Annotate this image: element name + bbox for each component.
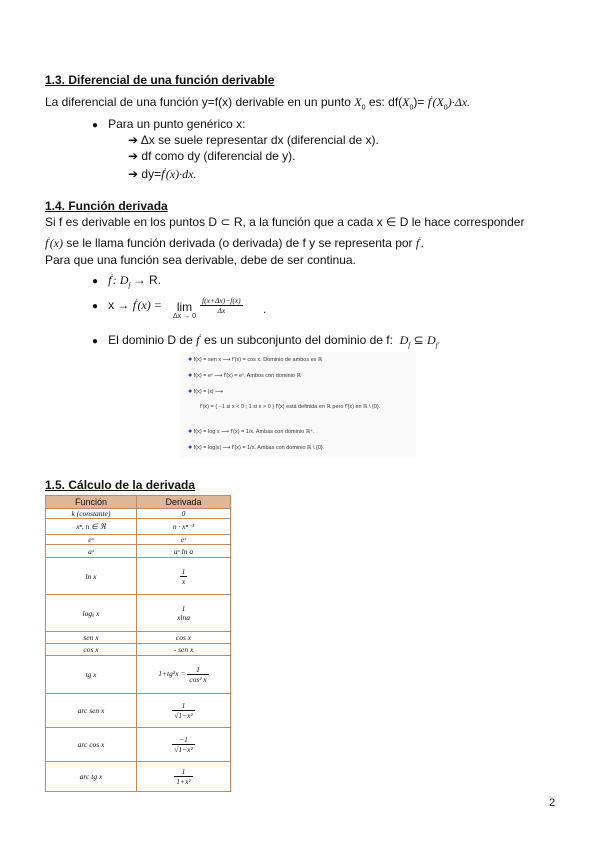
line2-end: . — [420, 236, 424, 250]
table-row — [46, 656, 231, 694]
fraction-denominator: x — [180, 576, 188, 586]
differential-definition — [45, 95, 470, 111]
derivative-cell — [137, 762, 231, 792]
d-subscript-f: f — [408, 341, 411, 350]
table-row — [46, 509, 231, 519]
differential-es: es: df( — [368, 95, 403, 109]
prime-mark: ' — [164, 168, 166, 175]
subset-symbol: ⊆ — [413, 333, 424, 347]
domain-subset-mid: es un subconjunto del dominio de f: — [204, 333, 393, 347]
section-1-5-heading: 1.5. Cálculo de la derivada — [45, 478, 196, 492]
limit-operator — [173, 300, 196, 320]
derivative-fraction — [172, 735, 195, 754]
x0-symbol: X — [402, 95, 410, 109]
function-cell: tg x — [46, 656, 137, 694]
prime-mark: ' — [111, 274, 113, 281]
bullet-icon: ● — [92, 120, 99, 131]
bullet-icon: ● — [92, 276, 99, 287]
function-cell: eˣ — [46, 535, 137, 545]
fraction-numerator: 1 — [181, 604, 186, 613]
derivative-cell — [137, 656, 231, 694]
table-row — [46, 558, 231, 595]
example-line — [188, 428, 315, 435]
fraction-denominator: xlna — [177, 613, 190, 622]
table-row — [46, 595, 231, 632]
f-symbol: f — [415, 236, 420, 250]
arrow-right-icon: ➔ — [128, 167, 139, 181]
d-symbol: D — [399, 333, 409, 347]
fraction-denominator: cos² x — [189, 675, 207, 684]
prime-mark: ' — [419, 237, 421, 244]
limit-numerator: f(x+Δx)−f(x) — [202, 296, 241, 305]
function-cell: cos x — [46, 644, 137, 656]
derivative-definition-line1: Si f es derivable en los puntos D ⊂ R, a la función que a cada x ∈ D le hace corresponder — [45, 215, 525, 229]
fraction-denominator: √1−x² — [174, 745, 193, 754]
domain-subscript: f — [128, 281, 131, 290]
lim-text: lim — [176, 300, 193, 314]
limit-equals: (x) = — [137, 298, 162, 312]
table-row — [46, 762, 231, 792]
list-item-text: df como dy (diferencial de y). — [141, 149, 296, 163]
derivative-cell: cos x — [137, 632, 231, 644]
derivative-fraction — [174, 767, 192, 786]
derivative-fraction — [175, 604, 192, 622]
function-cell: arc cos x — [46, 728, 137, 762]
domain-subset-bullet — [92, 333, 439, 349]
derivative-cell: eˣ — [137, 535, 231, 545]
prime-mark: ' — [431, 96, 433, 103]
f-symbol: f — [45, 236, 49, 250]
derivative-cell — [137, 728, 231, 762]
x0-subscript: 0 — [409, 104, 414, 112]
derivative-fraction — [172, 701, 195, 720]
table-row — [46, 519, 231, 535]
x0-subscript: 0 — [361, 104, 366, 112]
table-row — [46, 545, 231, 558]
arrow-right-icon: ➔ — [128, 149, 139, 163]
section-1-3-heading: 1.3. Diferencial de una función derivable — [45, 73, 275, 87]
table-row — [46, 644, 231, 656]
column-header-function: Función — [46, 496, 137, 509]
fraction-numerator: 1 — [196, 665, 200, 674]
example-line — [188, 356, 322, 363]
derivative-fraction — [180, 567, 188, 586]
example-text: f(x) = log|x| ⟶ f'(x) = 1/x. Ambas con dominio ℝ \ {0}. — [193, 445, 325, 451]
page-number: 2 — [549, 797, 556, 809]
derivative-fraction — [187, 665, 208, 684]
derivative-cell: 0 — [137, 509, 231, 519]
generic-point-text: Para un punto genérico x: — [108, 117, 246, 131]
x0-symbol: X — [354, 95, 362, 109]
differential-close: )= — [413, 95, 425, 109]
differential-intro: La diferencial de una función y=f(x) derivable en un punto — [45, 95, 351, 109]
fx-expression: (x) — [49, 236, 64, 250]
limit-fraction — [200, 296, 243, 315]
derivatives-table — [45, 495, 231, 792]
function-cell: sen x — [46, 632, 137, 644]
table-row — [46, 535, 231, 545]
example-text: f(x) = log x ⟶ f'(x) = 1/x. Ambas con dominio ℝ⁺. — [193, 429, 315, 435]
derivative-cell — [137, 558, 231, 595]
bullet-icon: ● — [188, 444, 193, 451]
continuity-note: Para que una función sea derivable, debe de ser continua. — [45, 253, 356, 267]
bullet-icon: ● — [188, 428, 193, 435]
limit-definition-bullet — [92, 298, 162, 313]
table-row — [46, 694, 231, 728]
limit-start: x → — [108, 298, 130, 312]
example-line — [188, 444, 324, 451]
list-item-text: Δx se suele representar dx (diferencial de x). — [140, 133, 379, 147]
derivative-cell — [137, 595, 231, 632]
derivative-cell: aˣ ln a — [137, 545, 231, 558]
bullet-icon: ● — [188, 356, 193, 363]
table-row — [46, 632, 231, 644]
bullet-icon: ● — [188, 388, 193, 395]
lim-subscript: Δx → 0 — [173, 313, 196, 320]
f-symbol: f — [427, 95, 432, 109]
list-item — [128, 149, 295, 163]
prime-mark: ' — [199, 334, 201, 341]
example-text: f(x) = sen x ⟶ f'(x) = cos x. Dominio de ambos es ℝ — [193, 357, 323, 363]
f-symbol: f — [132, 298, 137, 312]
derivative-cell: n · xⁿ⁻¹ — [137, 519, 231, 535]
f-symbol: f — [108, 273, 112, 287]
column-header-derivative: Derivada — [137, 496, 231, 509]
list-item — [128, 133, 379, 147]
limit-end: . — [263, 302, 267, 316]
list-item-text: dy= — [141, 167, 162, 181]
fraction-denominator: 1+x² — [176, 777, 191, 786]
function-cell: k (constante) — [46, 509, 137, 519]
d-subscript-fprime: f' — [435, 341, 440, 350]
paren-x0: (X — [432, 95, 444, 109]
paren-close: )·Δx. — [447, 95, 471, 109]
list-item — [128, 167, 196, 182]
domain-subset-start: El dominio D de — [108, 333, 193, 347]
f-symbol: f — [161, 167, 165, 181]
fraction-denominator: √1−x² — [174, 711, 193, 720]
function-cell: ln x — [46, 558, 137, 595]
function-cell: arc tg x — [46, 762, 137, 792]
arrow-right-icon: ➔ — [128, 133, 139, 147]
generic-point-bullet — [92, 117, 246, 131]
fraction-numerator: 1 — [181, 767, 186, 776]
example-text: f(x) = eˣ ⟶ f'(x) = eˣ. Ambos con dominio ℝ — [193, 373, 301, 379]
table-row — [46, 728, 231, 762]
prime-mark: ' — [48, 237, 50, 244]
fraction-numerator: 1 — [181, 701, 186, 710]
function-cell: aˣ — [46, 545, 137, 558]
limit-denominator: Δx — [217, 306, 226, 315]
examples-box — [180, 352, 416, 458]
dy-expression: (x)·dx. — [165, 167, 197, 181]
bullet-icon: ● — [92, 336, 99, 347]
fraction-numerator: 1 — [181, 566, 186, 576]
example-text: f(x) = |x| ⟶ — [193, 389, 223, 395]
domain-map-bullet — [92, 273, 161, 289]
example-line — [188, 388, 223, 395]
example-line: f'(x) = { −1 si x < 0 ; 1 si x > 0 } f'(x) está definida en ℝ pero f'(x) en ℝ \ {0}. — [200, 404, 381, 410]
d-symbol: D — [427, 333, 436, 347]
function-cell: arc sen x — [46, 694, 137, 728]
function-cell: xⁿ, n ∈ ℜ — [46, 519, 137, 535]
function-cell: logₐ x — [46, 595, 137, 632]
derivative-cell: - sen x — [137, 644, 231, 656]
derivative-prefix: 1+tg²x = — [158, 669, 186, 679]
domain-map-end: → R. — [133, 273, 162, 287]
prime-mark: ' — [136, 299, 138, 306]
x0-subscript: 0 — [443, 104, 448, 112]
example-line — [188, 372, 301, 379]
f-symbol: f — [196, 333, 200, 347]
domain-expression: : D — [112, 273, 129, 287]
derivative-cell — [137, 694, 231, 728]
bullet-icon: ● — [92, 301, 99, 312]
derivative-definition-line2 — [45, 236, 424, 251]
fraction-numerator: −1 — [179, 735, 188, 744]
line2-text: se le llama función derivada (o derivada) de f y se representa por — [66, 236, 413, 250]
bullet-icon: ● — [188, 372, 193, 379]
section-1-4-heading: 1.4. Función derivada — [45, 199, 168, 213]
